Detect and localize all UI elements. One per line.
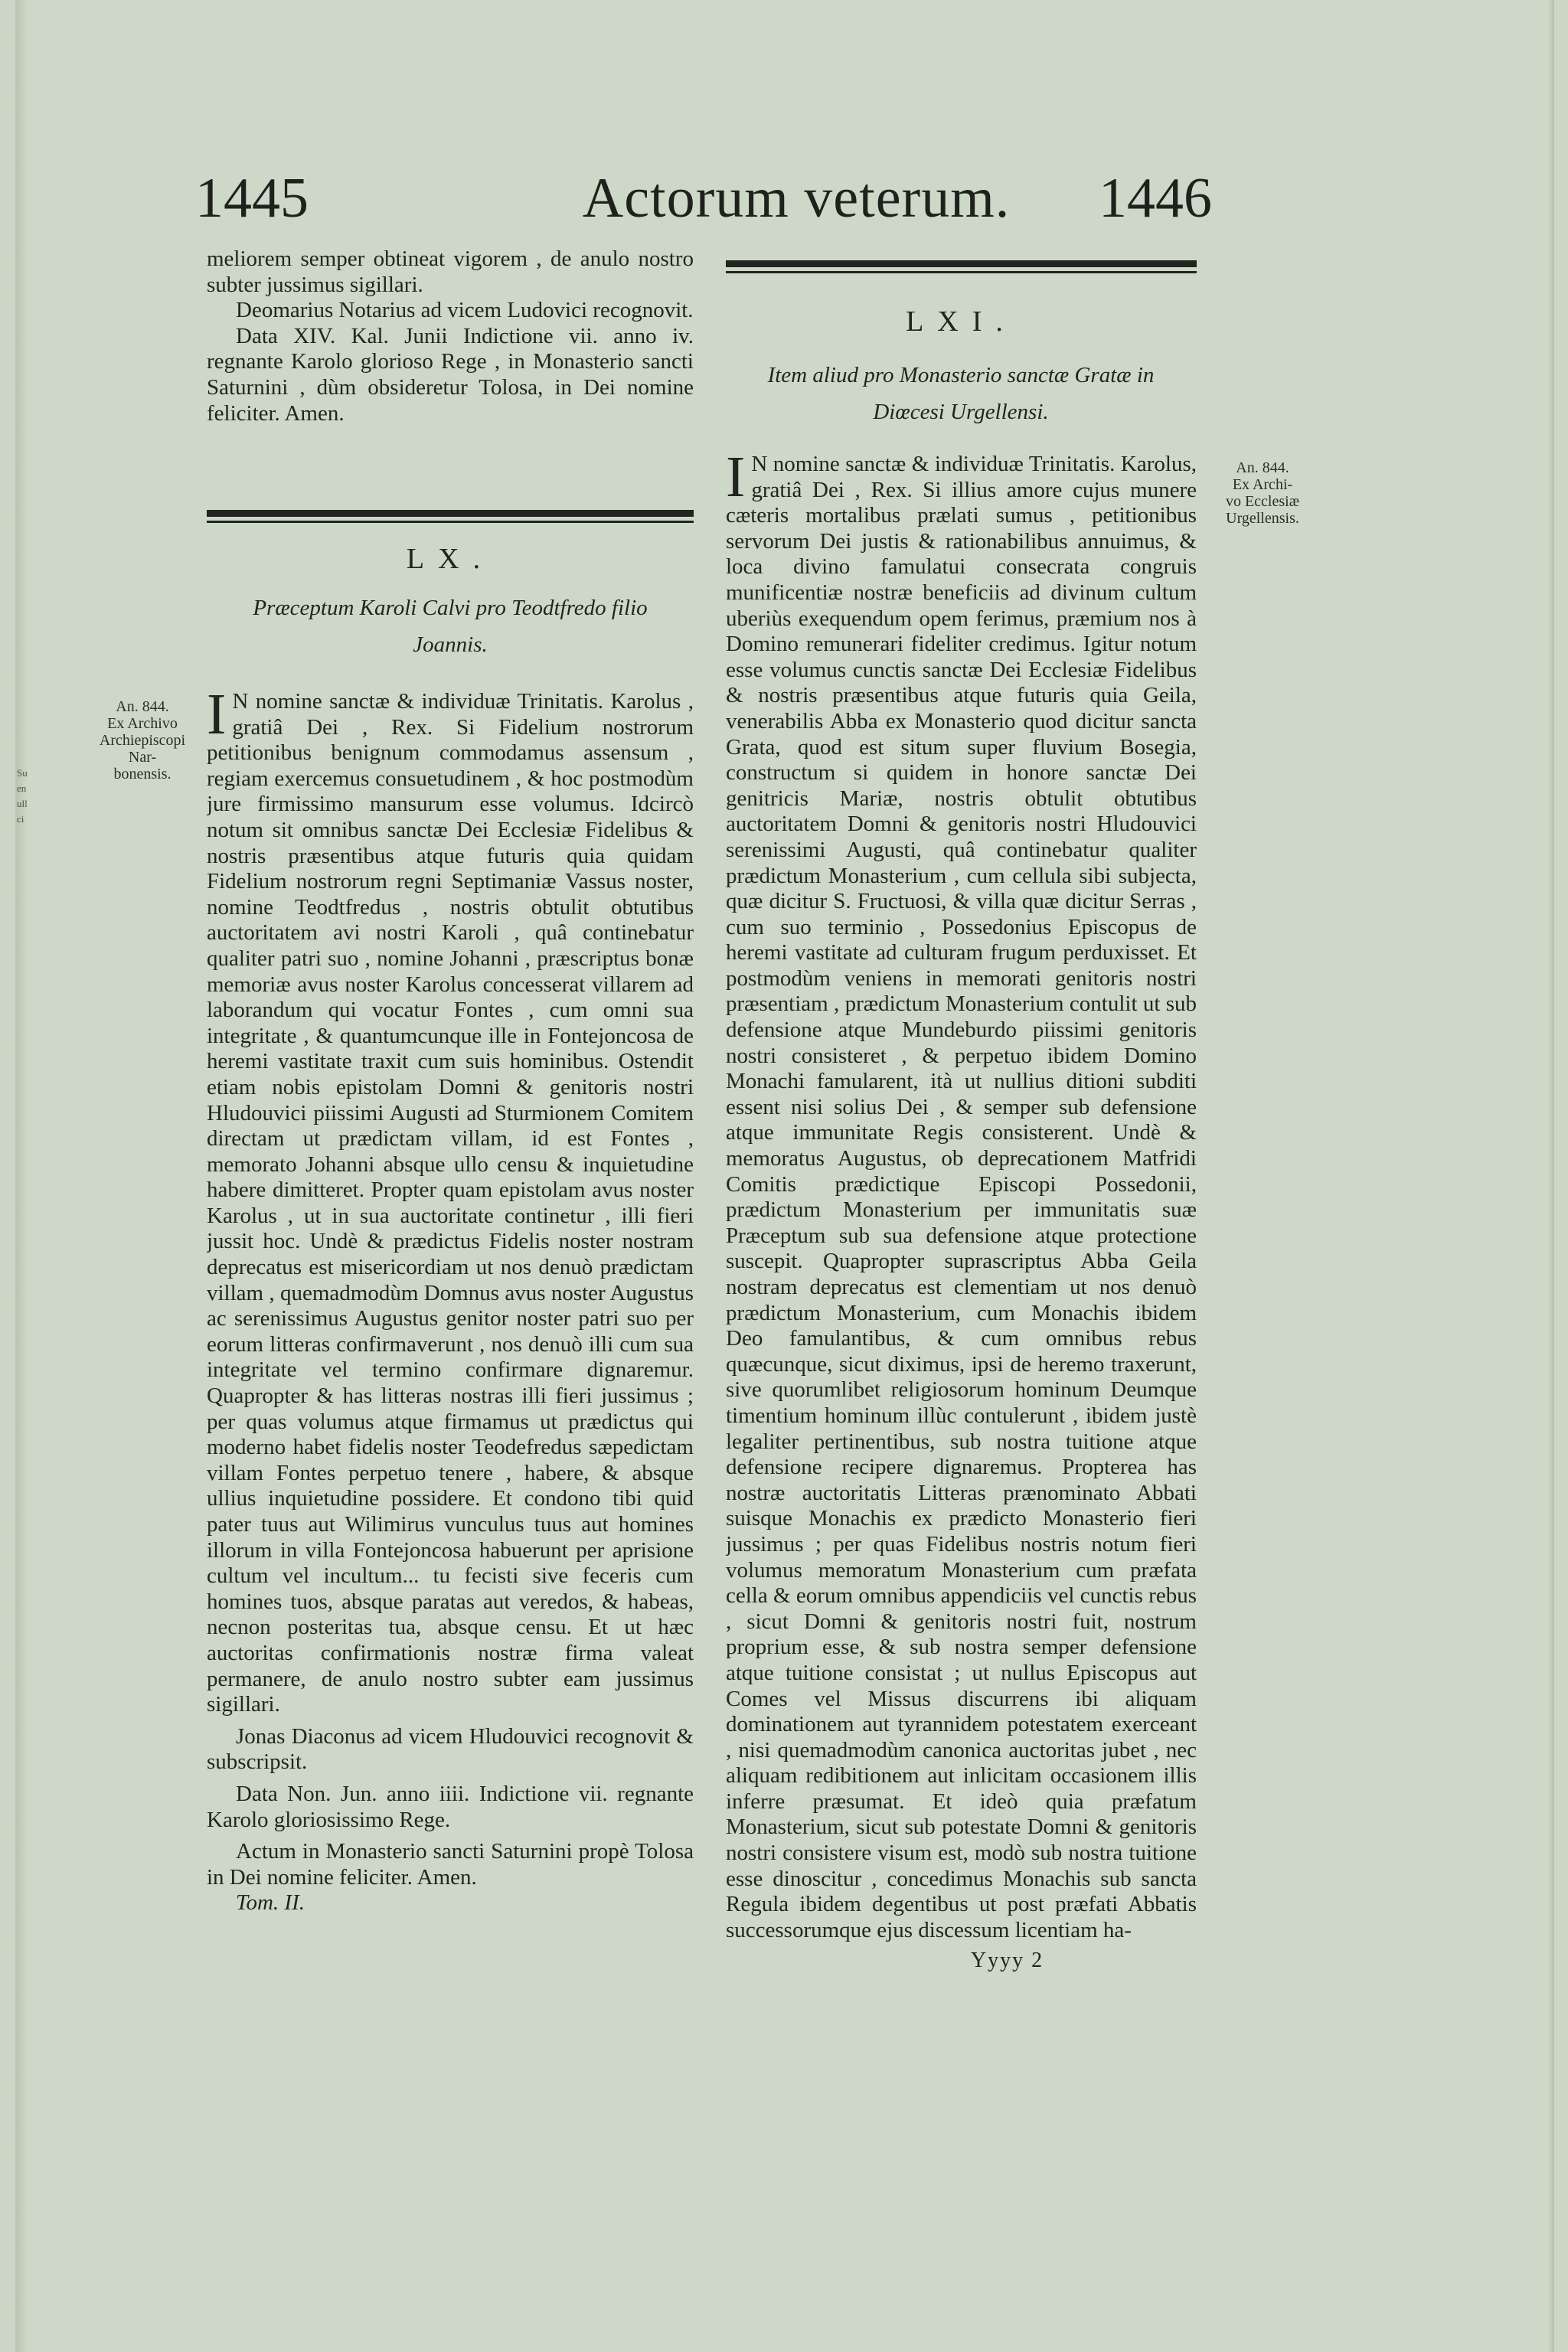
recognition-line: Jonas Diaconus ad vicem Hludouvici recognovit & subscripsit.: [207, 1723, 694, 1775]
tome-mark: Tom. II.: [236, 1890, 305, 1916]
margin-note-line: Ex Archi-: [1232, 476, 1293, 493]
section-title-lxi: Item aliud pro Monasterio sanctæ Gratæ in Diœcesi Urgellensi.: [767, 363, 1155, 424]
margin-note-left: [93, 698, 191, 782]
margin-note-line: An. 844.: [1236, 459, 1289, 476]
continuation-text: meliorem semper obtineat vigorem , de anulo nostro subter jussimus sigillari.: [207, 247, 694, 297]
margin-note-line: An. 844.: [116, 698, 169, 715]
margin-note-line: Urgellensis.: [1226, 510, 1299, 527]
signature-mark: Yyyy 2: [970, 1949, 1044, 1973]
date-line: Data Non. Jun. anno iiii. Indictione vii. regnante Karolo gloriosissimo Rege.: [207, 1781, 694, 1832]
date-line: Data XIV. Kal. Junii Indictione vii. anno iv. regnante Karolo glorioso Rege , in Monasterio sancti Saturnini , dùm obsideretur Tolosa, in Dei nomine feliciter. Amen.: [207, 323, 694, 426]
margin-note-line: vo Ecclesiæ: [1225, 493, 1300, 510]
page-gutter: [15, 0, 28, 2352]
charter-body: N nomine sanctæ & individuæ Trinitatis. Karolus , gratiâ Dei , Rex. Si Fidelium nostrorum petitionibus benignum commodamus assensum , regiam exercemus consuetudinem , & hoc postmodùm jure firmissimo mansurum esse volumus. Idcircò notum sit omnibus sanctæ Dei Ecclesiæ Fidelibus & nostris præsentibus atque futuris quia quidam Fidelium nostrorum regni Septimaniæ Vassus noster, nomine Teodtfredus , nostris obtulit obtutibus auctoritatem avi nostri Karoli , quâ continebatur qualiter patri suo , nomine Johanni , præscriptus bonæ memoriæ avus noster Karolus concesserat villarem ad laborandum qui vocatur Fontes , cum omni sua integritate , & quantumcunque ille in Fontejoncosa de heremi vastitate traxit cum suis hominibus. Ostendit etiam nobis epistolam Domni & genitoris nostri Hludouvici piissimi Augusti ad Sturmionem Comitem directam ut prædictam villam, id est Fontes , memorato Johanni absque ullo censu & inquietudine habere dimitteret. Propter quam epistolam avus noster Karolus , ut in sua auctoritate continetur , illi fieri jussit hoc. Undè & prædictus Fidelis noster nostram deprecatus est misericordiam ut nos denuò prædictam villam , quemadmodùm Domnus avus noster Augustus ac serenissimus Augustus genitor noster patri suo per eorum litteras confirmaverunt , nos denuò illi cum sua integritate vel termino confirmare dignaremur. Quapropter & has litteras nostras illi fieri jussimus ; per quas volumus atque firmamus ut prædictus qui moderno habet fidelis noster Teodefredus sæpedictam villam Fontes perpetuo tenere , habere, & absque ullius inquietudine possidere. Et condono tibi quid pater tuus aut Wilimirus vunculus tuus aut homines illorum in villa Fontejoncosa habuerunt per aprisione cultum vel incultum... tu fecisti sive feceris cum homines tuos, absque paratas aut veredos, & habeas, necnon posteritas tua, absque censu. Et ut hæc auctoritas confirmationis nostræ firma valeat permanere, de anulo nostro subter eam jussimus sigillari.: [207, 689, 694, 1717]
section-divider-left: [207, 510, 694, 523]
edge-marks: Su en ull ci: [17, 767, 28, 825]
page-number-left: 1445: [195, 167, 309, 230]
margin-note-line: bonensis.: [113, 766, 172, 782]
left-column-continuation: [207, 247, 694, 426]
drop-cap: I: [726, 452, 746, 509]
charter-lx: [207, 689, 694, 1916]
page-edge: [1548, 0, 1554, 2352]
margin-note-right: [1217, 459, 1308, 527]
section-number-lxi: LXI.: [906, 305, 1017, 338]
section-number-lx: LX.: [406, 543, 495, 575]
running-title: Actorum veterum.: [582, 167, 1011, 230]
charter-body: N nomine sanctæ & individuæ Trinitatis. Karolus, gratiâ Dei , Rex. Si illius amore cujus munere cæteris mortalibus prælati sumus , petitionibus servorum Dei justis & rationabilibus annuimus, & loca divino famulatui consecrata congruis munificentiæ nostræ beneficiis ad divinum cultum uberiùs exequendum opem ferimus, præmium nos à Domino remunerari fideliter credimus. Igitur notum esse volumus cunctis sanctæ Dei Ecclesiæ Fidelibus & nostris præsentibus atque futuris quia Geila, venerabilis Abba ex Monasterio quod dicitur sancta Grata, quod est situm super fluvium Bosegia, constructum si quidem in honore sanctæ Dei genitricis Mariæ, nostris obtulit obtutibus auctoritatem Domni & genitoris nostri Hludouvici serenissimi Augusti, quâ continebatur qualiter prædictum Monasterium , cum cellula sibi subjecta, quæ dicitur S. Fructuosi, & villa quæ dicitur Serras , cum suo terminio , Possedonius Episcopus de heremi vastitate ad culturam frugum perduxisset. Et postmodùm veniens in memorati genitoris nostri præsentiam , prædictum Monasterium contulit ut sub defensione atque Mundeburdo piissimi genitoris nostri consisteret , & perpetuo ibidem Domino Monachi famularent, ità ut nullius ditioni subditi essent nisi solius Dei , & semper sub defensione atque immunitate Regis consisterent. Undè & memoratus Augustus, ob deprecationem Matfridi Comitis prædictique Episcopi Possedonii, prædictum Monasterium per immunitatis suæ Præceptum sub sua defensione atque protectione suscepit. Quapropter suprascriptus Abba Geila nostram deprecatus est clementiam ut nos denuò prædictum Monasterium, cum Monachis ibidem Deo famulantibus, & cum omnibus rebus quæcunque, sicut diximus, ipsi de heremo traxerunt, sive quorumlibet religiosorum hominum Deumque timentium hominum illùc contulerunt , ibidem justè legaliter pertinentibus, sub nostra tuitione atque defensione recipere dignaremus. Propterea has nostræ auctoritatis Litteras prænominato Abbati suisque Monachis ex prædicto Monasterio fieri jussimus ; per quas Fidelibus nostris notum fieri volumus memoratum Monasterium cum præfata cella & eorum omnibus appendiciis vel cunctis rebus , sicut Domni & genitoris nostri fuit, nostrum proprium esse, & sub nostra semper defensione atque tuitione consistat ; ut nullus Episcopus aut Comes vel Missus discurrens ibi aliquam dominationem aut tyrannidem potestatem exerceant , nisi quemadmodùm canonica auctoritas jubet , nec aliquam redibitionem aut inlicitam occasionem illis inferre præsumat. Et ideò quia præfatum Monasterium, sicut sub potestate Domni & genitoris nostri consistere visum est, modò sub nostra tuitione esse dinoscitur , concedimus Monachis sub sancta Regula ibidem degentibus ut post præfati Abbatis successorumque ejus discessum licentiam ha-: [726, 452, 1197, 1942]
section-title-lx: Præceptum Karoli Calvi pro Teodtfredo filio Joannis.: [253, 596, 648, 657]
recognition-line: Deomarius Notarius ad vicem Ludovici recognovit.: [236, 298, 694, 323]
charter-lxi: [726, 452, 1197, 1974]
page-number-right: 1446: [1099, 167, 1212, 230]
actum-line: Actum in Monasterio sancti Saturnini propè Tolosa in Dei nomine feliciter. Amen.: [207, 1839, 694, 1890]
section-divider-right: [726, 260, 1197, 273]
drop-cap: I: [207, 689, 227, 746]
margin-note-line: Archiepiscopi Nar-: [99, 732, 186, 766]
margin-note-line: Ex Archivo: [107, 715, 178, 732]
